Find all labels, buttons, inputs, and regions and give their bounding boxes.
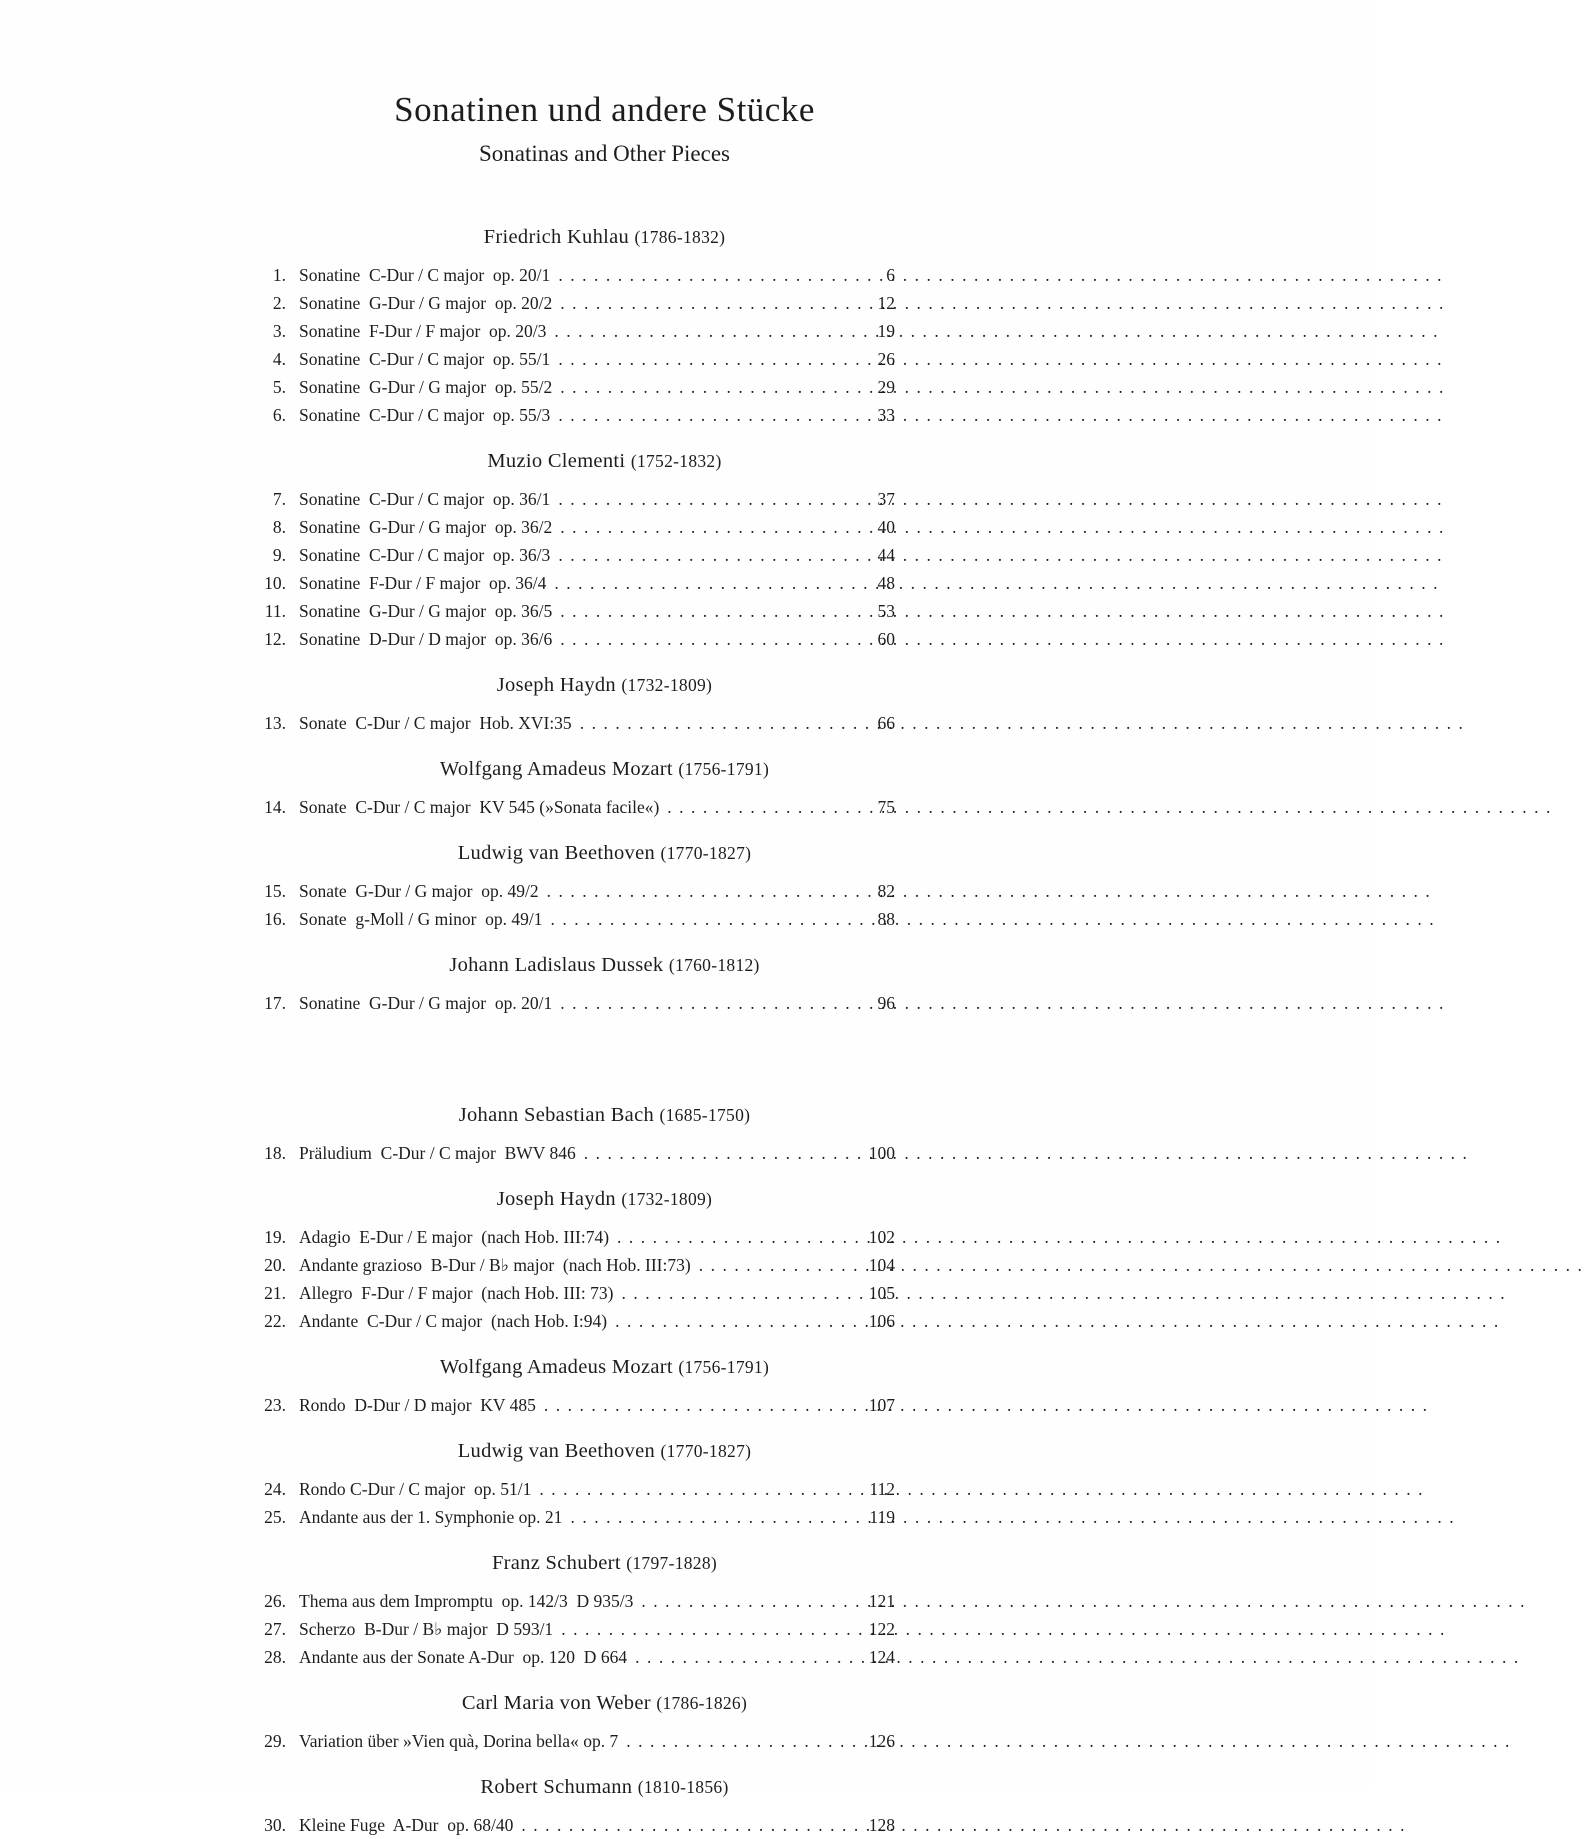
- dot-leader: [617, 1223, 854, 1251]
- dot-leader: [584, 1139, 854, 1167]
- composer-dates: (1732-1809): [621, 675, 713, 695]
- composer-dates: (1810-1856): [637, 1777, 729, 1797]
- toc-entry: [250, 597, 895, 625]
- entry-number: 17.: [264, 993, 286, 1013]
- entry-title: Sonatine C-Dur / C major op. 36/1: [299, 489, 551, 509]
- dot-leader: [560, 513, 854, 541]
- toc-entry: [250, 569, 895, 597]
- composer-name: Johann Ladislaus Dussek: [449, 954, 664, 976]
- dot-leader: [626, 1727, 854, 1755]
- composer-dates: (1770-1827): [660, 843, 752, 863]
- composer-section: [250, 448, 895, 653]
- entry-number: 16.: [264, 909, 286, 929]
- entry-page-number: 19: [877, 321, 895, 341]
- entry-page-number: 60: [877, 629, 895, 649]
- dot-leader: [635, 1643, 854, 1671]
- entry-number: 1.: [272, 265, 286, 285]
- entry-title: Sonate C-Dur / C major Hob. XVI:35: [299, 713, 572, 733]
- dot-leader: [558, 485, 854, 513]
- toc-entry: [250, 1223, 895, 1251]
- toc-entry: [250, 1727, 895, 1755]
- entry-page-number: 26: [877, 349, 895, 369]
- toc-entry: [250, 1475, 895, 1503]
- entry-page-number: 48: [877, 573, 895, 593]
- entry-page-number: 88: [877, 909, 895, 929]
- entry-title: Sonatine F-Dur / F major op. 36/4: [299, 573, 547, 593]
- toc-entry: [250, 485, 895, 513]
- entry-number: 2.: [272, 293, 286, 313]
- toc-entry: [250, 1503, 895, 1531]
- entry-title: Adagio E-Dur / E major (nach Hob. III:74): [299, 1227, 610, 1247]
- composer-name: Joseph Haydn: [496, 674, 616, 696]
- entry-number: 21.: [264, 1283, 286, 1303]
- entry-title: Sonatine C-Dur / C major op. 55/1: [299, 349, 551, 369]
- toc-entry: [250, 345, 895, 373]
- entry-title: Kleine Fuge A-Dur op. 68/40: [299, 1815, 514, 1835]
- entry-title: Sonatine F-Dur / F major op. 20/3: [299, 321, 547, 341]
- entry-number: 12.: [264, 629, 286, 649]
- entry-number: 7.: [272, 489, 286, 509]
- toc-content: [250, 0, 895, 1839]
- dot-leader: [570, 1503, 854, 1531]
- composer-dates: (1760-1812): [668, 955, 760, 975]
- composer-heading: [250, 448, 895, 475]
- composer-heading: [250, 756, 895, 783]
- composer-heading: [250, 1550, 895, 1577]
- composer-dates: (1752-1832): [630, 451, 722, 471]
- entry-page-number: 37: [877, 489, 895, 509]
- composer-name: Ludwig van Beethoven: [457, 1440, 656, 1462]
- entry-page-number: 112: [869, 1479, 895, 1499]
- entry-page-number: 105: [868, 1283, 895, 1303]
- entry-title: Sonatine C-Dur / C major op. 20/1: [299, 265, 551, 285]
- toc-entry: [250, 541, 895, 569]
- composer-dates: (1786-1826): [656, 1693, 748, 1713]
- composer-dates: (1797-1828): [626, 1553, 718, 1573]
- dot-leader: [615, 1307, 854, 1335]
- entry-number: 11.: [264, 601, 286, 621]
- toc-entry: [250, 1643, 895, 1671]
- entry-title: Sonatine G-Dur / G major op. 20/1: [299, 993, 553, 1013]
- composer-dates: (1732-1809): [621, 1189, 713, 1209]
- dot-leader: [558, 345, 854, 373]
- dot-leader: [699, 1251, 854, 1279]
- entry-title: Andante aus der 1. Symphonie op. 21: [299, 1507, 563, 1527]
- composer-section: [250, 1186, 895, 1335]
- toc-entry: [250, 877, 895, 905]
- composer-name: Muzio Clementi: [487, 450, 626, 472]
- toc-entry: [250, 1587, 895, 1615]
- entry-number: 10.: [264, 573, 286, 593]
- entry-number: 28.: [264, 1647, 286, 1667]
- entry-title: Andante aus der Sonate A-Dur op. 120 D 664: [299, 1647, 628, 1667]
- composer-heading: [250, 1438, 895, 1465]
- dot-leader: [544, 1391, 854, 1419]
- entry-page-number: 40: [877, 517, 895, 537]
- dot-leader: [561, 1615, 854, 1643]
- entry-title: Scherzo B-Dur / B♭ major D 593/1: [299, 1619, 554, 1639]
- composer-dates: (1756-1791): [678, 1357, 770, 1377]
- entry-page-number: 6: [886, 265, 895, 285]
- entry-title: Rondo C-Dur / C major op. 51/1: [299, 1479, 532, 1499]
- entry-title: Präludium C-Dur / C major BWV 846: [299, 1143, 576, 1163]
- entry-page-number: 128: [868, 1815, 895, 1835]
- composer-name: Carl Maria von Weber: [461, 1692, 651, 1714]
- entry-number: 22.: [264, 1311, 286, 1331]
- entry-number: 26.: [264, 1591, 286, 1611]
- composer-name: Wolfgang Amadeus Mozart: [439, 758, 673, 780]
- entry-page-number: 122: [868, 1619, 895, 1639]
- page-subtitle: Sonatinas and Other Pieces: [478, 141, 731, 166]
- entry-page-number: 82: [877, 881, 895, 901]
- composer-heading: [250, 1186, 895, 1213]
- toc-entry: [250, 317, 895, 345]
- entry-number: 24.: [264, 1479, 286, 1499]
- entry-title: Sonatine G-Dur / G major op. 36/5: [299, 601, 553, 621]
- toc-entry: [250, 289, 895, 317]
- entry-title: Sonatine G-Dur / G major op. 20/2: [299, 293, 553, 313]
- entry-page-number: 12: [877, 293, 895, 313]
- composer-section: [250, 840, 895, 933]
- dot-leader: [558, 401, 854, 429]
- composer-section: [250, 1102, 895, 1167]
- entry-page-number: 66: [877, 713, 895, 733]
- entry-page-number: 53: [877, 601, 895, 621]
- entry-title: Sonate G-Dur / G major op. 49/2: [299, 881, 539, 901]
- composer-name: Ludwig van Beethoven: [457, 842, 656, 864]
- entry-title: Andante C-Dur / C major (nach Hob. I:94): [299, 1311, 608, 1331]
- entry-title: Sonatine C-Dur / C major op. 36/3: [299, 545, 551, 565]
- composer-section: [250, 1354, 895, 1419]
- dot-leader: [558, 541, 854, 569]
- dot-leader: [558, 261, 854, 289]
- entry-number: 30.: [264, 1815, 286, 1835]
- composer-section: [250, 224, 895, 429]
- composer-section: [250, 952, 895, 1017]
- entry-title: Sonatine G-Dur / G major op. 55/2: [299, 377, 553, 397]
- entry-number: 9.: [272, 545, 286, 565]
- entry-page-number: 106: [868, 1311, 895, 1331]
- toc-entry: [250, 989, 895, 1017]
- composer-name: Friedrich Kuhlau: [483, 226, 630, 248]
- dot-leader: [554, 317, 854, 345]
- composer-dates: (1685-1750): [659, 1105, 751, 1125]
- entry-page-number: 104: [868, 1255, 895, 1275]
- entry-number: 29.: [264, 1731, 286, 1751]
- toc-entry: [250, 905, 895, 933]
- entry-page-number: 124: [868, 1647, 895, 1667]
- entry-number: 5.: [272, 377, 286, 397]
- entry-number: 19.: [264, 1227, 286, 1247]
- dot-leader: [560, 989, 854, 1017]
- entry-page-number: 121: [868, 1591, 895, 1611]
- dot-leader: [641, 1587, 854, 1615]
- entry-title: Sonatine C-Dur / C major op. 55/3: [299, 405, 551, 425]
- toc-entry: [250, 1391, 895, 1419]
- dot-leader: [551, 905, 854, 933]
- composer-dates: (1786-1832): [634, 227, 726, 247]
- dot-leader: [547, 877, 854, 905]
- composer-name: Robert Schumann: [480, 1776, 633, 1798]
- entry-title: Thema aus dem Impromptu op. 142/3 D 935/3: [299, 1591, 634, 1611]
- composer-dates: (1770-1827): [660, 1441, 752, 1461]
- toc-entry: [250, 793, 895, 821]
- entry-number: 27.: [264, 1619, 286, 1639]
- entry-number: 23.: [264, 1395, 286, 1415]
- toc-entry: [250, 1139, 895, 1167]
- entry-page-number: 119: [869, 1507, 895, 1527]
- dot-leader: [560, 373, 854, 401]
- toc-entry: [250, 1307, 895, 1335]
- entry-number: 13.: [264, 713, 286, 733]
- toc-entry: [250, 625, 895, 653]
- toc-entry: [250, 261, 895, 289]
- entry-page-number: 126: [868, 1731, 895, 1751]
- entry-number: 15.: [264, 881, 286, 901]
- toc-entry: [250, 1279, 895, 1307]
- composer-section: [250, 1438, 895, 1531]
- dot-leader: [560, 625, 854, 653]
- composer-name: Franz Schubert: [491, 1552, 621, 1574]
- toc-entry: [250, 709, 895, 737]
- composer-section: [250, 1774, 895, 1839]
- toc-entry: [250, 513, 895, 541]
- composer-heading: [250, 672, 895, 699]
- dot-leader: [560, 289, 854, 317]
- entry-page-number: 75: [877, 797, 895, 817]
- entry-title: Rondo D-Dur / D major KV 485: [299, 1395, 536, 1415]
- page-title: Sonatinen und andere Stücke: [394, 90, 815, 129]
- entry-number: 4.: [272, 349, 286, 369]
- composer-name: Johann Sebastian Bach: [458, 1104, 655, 1126]
- dot-leader: [554, 569, 854, 597]
- entry-number: 3.: [272, 321, 286, 341]
- dot-leader: [539, 1475, 854, 1503]
- entry-page-number: 100: [868, 1143, 895, 1163]
- entry-page-number: 44: [877, 545, 895, 565]
- entry-page-number: 29: [877, 377, 895, 397]
- entry-number: 14.: [264, 797, 286, 817]
- toc-entry: [250, 1251, 895, 1279]
- composer-heading: [250, 1690, 895, 1717]
- toc-entry: [250, 373, 895, 401]
- entry-page-number: 107: [868, 1395, 895, 1415]
- entry-title: Variation über »Vien quà, Dorina bella« op. 7: [299, 1731, 619, 1751]
- entry-page-number: 33: [877, 405, 895, 425]
- entry-page-number: 102: [868, 1227, 895, 1247]
- composer-heading: [250, 1774, 895, 1801]
- composer-dates: (1756-1791): [678, 759, 770, 779]
- entry-number: 6.: [272, 405, 286, 425]
- dot-leader: [621, 1279, 854, 1307]
- entry-title: Sonatine G-Dur / G major op. 36/2: [299, 517, 553, 537]
- entry-page-number: 96: [877, 993, 895, 1013]
- entry-number: 25.: [264, 1507, 286, 1527]
- composer-heading: [250, 1354, 895, 1381]
- entry-title: Sonate C-Dur / C major KV 545 (»Sonata facile«): [299, 797, 660, 817]
- composer-name: Joseph Haydn: [496, 1188, 616, 1210]
- toc-sections: [250, 224, 895, 1839]
- composer-name: Wolfgang Amadeus Mozart: [439, 1356, 673, 1378]
- entry-title: Allegro F-Dur / F major (nach Hob. III: 73): [299, 1283, 614, 1303]
- dot-leader: [667, 793, 854, 821]
- composer-section: [250, 1690, 895, 1755]
- composer-section: [250, 672, 895, 737]
- entry-number: 20.: [264, 1255, 286, 1275]
- toc-entry: [250, 1811, 895, 1839]
- entry-title: Sonatine D-Dur / D major op. 36/6: [299, 629, 553, 649]
- dot-leader: [580, 709, 854, 737]
- entry-number: 8.: [272, 517, 286, 537]
- entry-title: Andante grazioso B-Dur / B♭ major (nach Hob. III:73): [299, 1255, 691, 1275]
- toc-entry: [250, 401, 895, 429]
- composer-heading: [250, 224, 895, 251]
- entry-number: 18.: [264, 1143, 286, 1163]
- dot-leader: [521, 1811, 854, 1839]
- composer-section: [250, 756, 895, 821]
- composer-section: [250, 1550, 895, 1671]
- dot-leader: [560, 597, 854, 625]
- composer-heading: [250, 1102, 895, 1129]
- composer-heading: [250, 840, 895, 867]
- composer-heading: [250, 952, 895, 979]
- toc-entry: [250, 1615, 895, 1643]
- entry-title: Sonate g-Moll / G minor op. 49/1: [299, 909, 543, 929]
